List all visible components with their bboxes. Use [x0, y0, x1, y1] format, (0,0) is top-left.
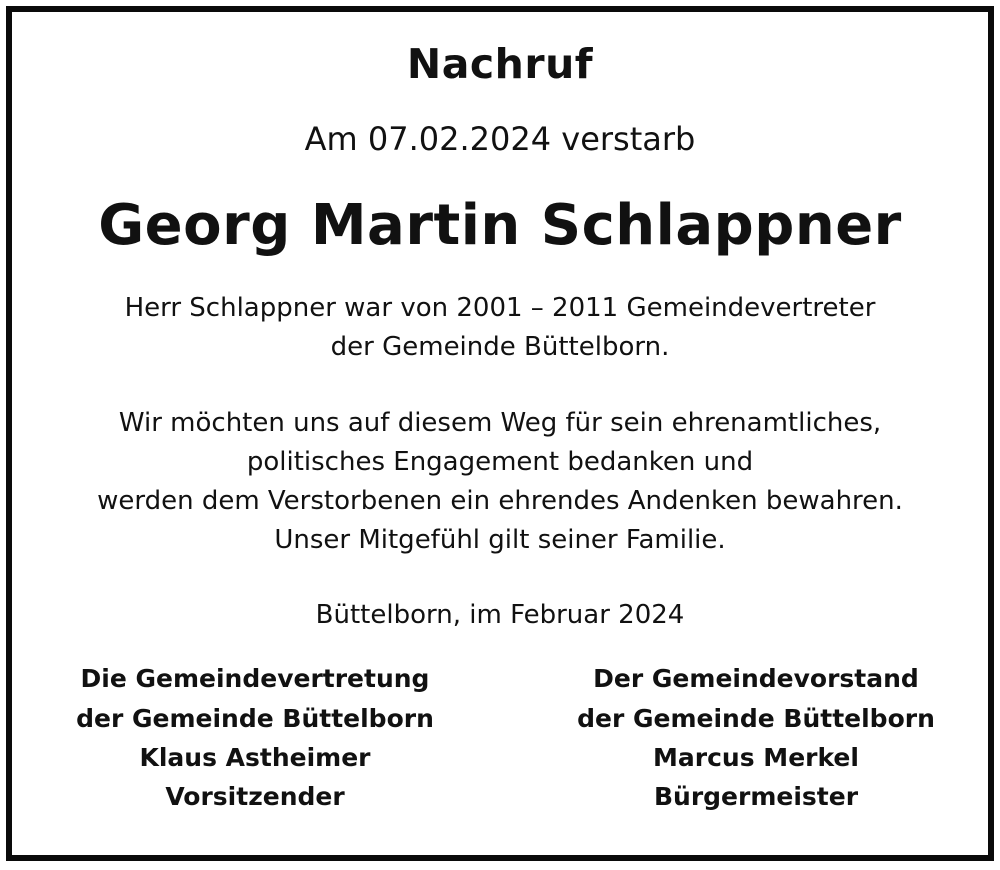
- thanks-line: werden dem Verstorbenen ein ehrendes Andenken bewahren.: [97, 486, 903, 516]
- signature-right-municipality: der Gemeinde Büttelborn: [577, 704, 935, 733]
- notice-title: Nachruf: [406, 40, 594, 88]
- signature-left-municipality: der Gemeinde Büttelborn: [76, 704, 434, 733]
- thanks-line: Unser Mitgefühl gilt seiner Familie.: [274, 525, 726, 555]
- signature-right-body: Der Gemeindevorstand: [593, 664, 919, 693]
- signature-left-person: Klaus Astheimer: [139, 743, 371, 772]
- signature-left-role: Vorsitzender: [165, 782, 345, 811]
- thanks-line: Wir möchten uns auf diesem Weg für sein ehrenamtliches,: [118, 408, 882, 438]
- thanks-line: politisches Engagement bedanken und: [246, 447, 754, 477]
- death-date-line: Am 07.02.2024 verstarb: [304, 120, 696, 158]
- place-and-date: Büttelborn, im Februar 2024: [315, 600, 685, 630]
- obituary-notice: [6, 6, 994, 861]
- signature-left-body: Die Gemeindevertretung: [80, 664, 430, 693]
- bio-line: der Gemeinde Büttelborn.: [330, 332, 670, 362]
- signature-right-role: Bürgermeister: [653, 782, 859, 811]
- signature-right-person: Marcus Merkel: [653, 743, 859, 772]
- bio-line: Herr Schlappner war von 2001 – 2011 Gemeindevertreter: [124, 293, 876, 323]
- deceased-name: Georg Martin Schlappner: [98, 193, 902, 258]
